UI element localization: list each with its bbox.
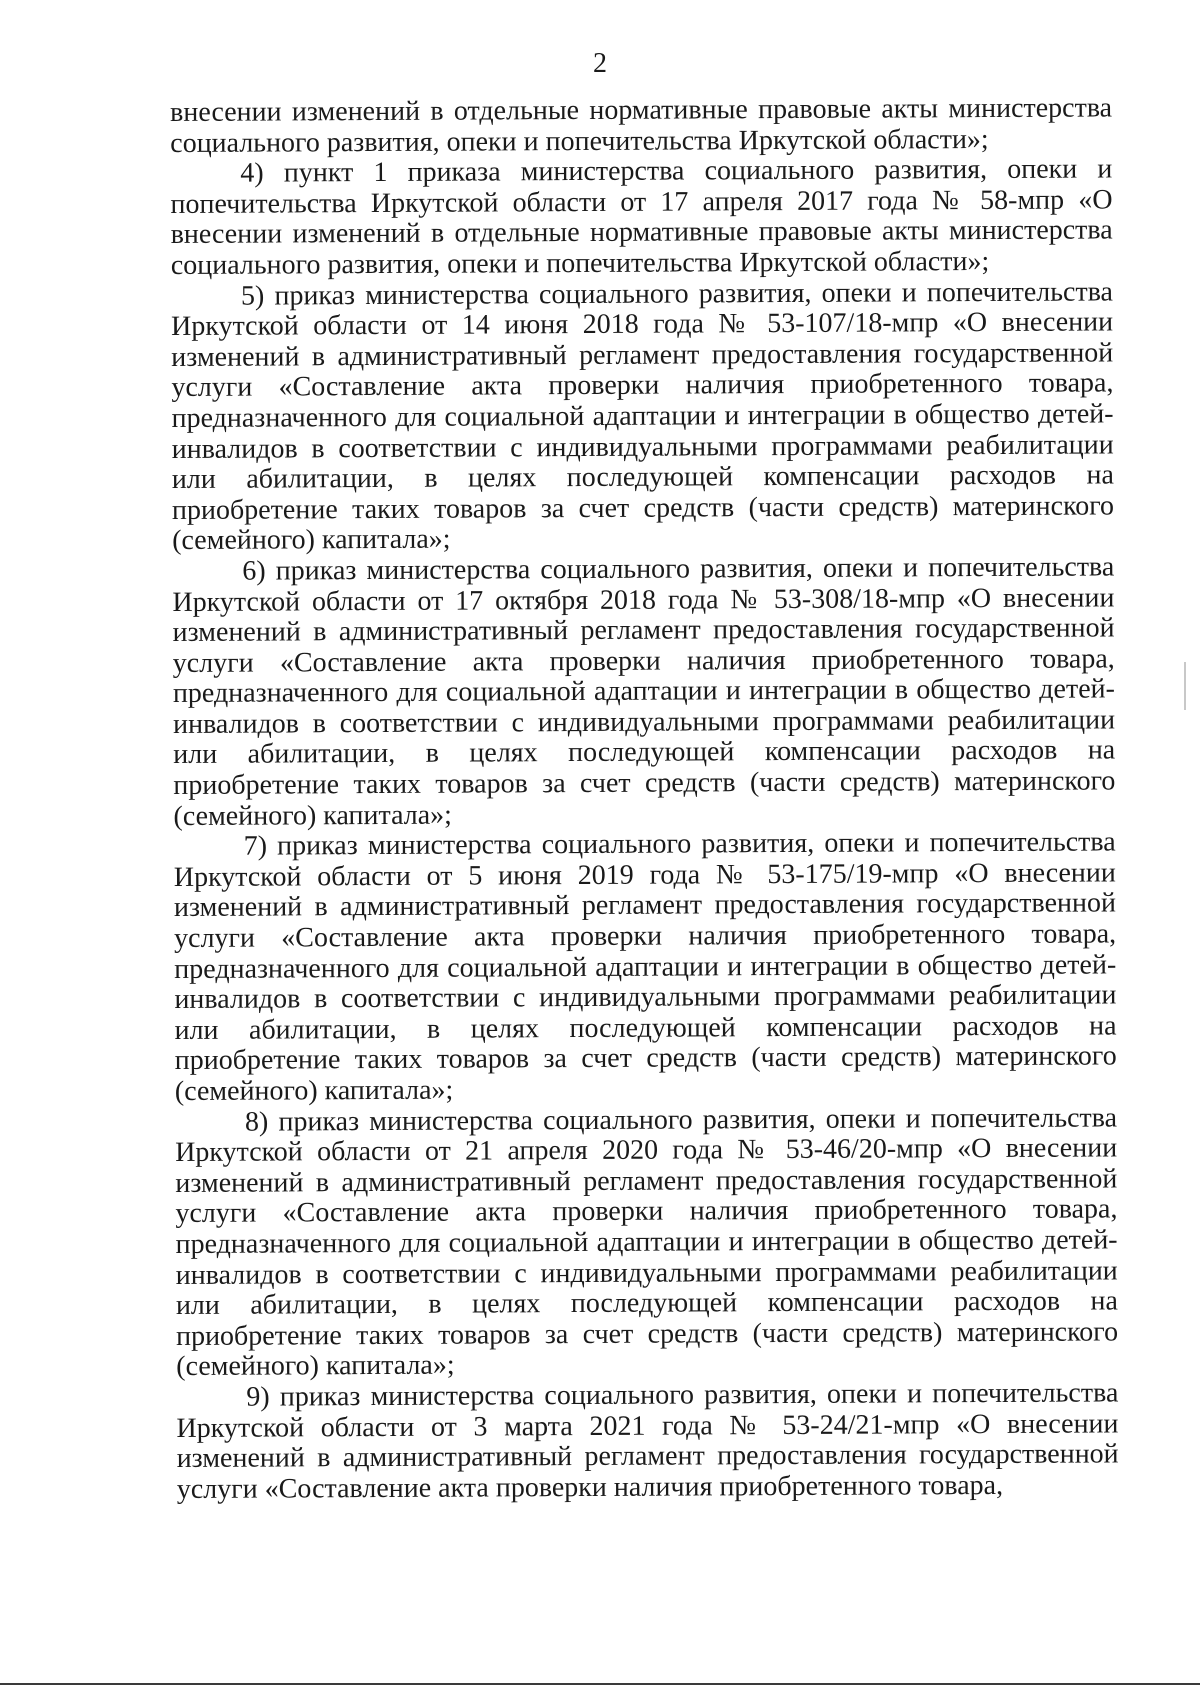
paragraph-item-4: 4) пункт 1 приказа министерства социального развития, опеки и попечительства Иркутской области от 17 апреля 2017 года № 58-мпр «О внесении изменений в отдельные нормативные правовые акты министерства социального развития, опеки и попечительства Иркутской области»; (170, 153, 1113, 281)
paragraph-item-8: 8) приказ министерства социального развития, опеки и попечительства Иркутской области от 21 апреля 2020 года № 53-46/20-мпр «О внесении изменений в административный регламент предоставления государственной услуги «Составление акта проверки наличия приобретенного товара, предназначенного для социальной адаптации и интеграции в общество детей-инвалидов в соответствии с индивидуальными программами реабилитации или абилитации, в целях последующей компенсации расходов на приобретение таких товаров за счет средств (части средств) материнского (семейного) капитала»; (175, 1101, 1119, 1383)
paragraph-item-5: 5) приказ министерства социального развития, опеки и попечительства Иркутской области от 14 июня 2018 года № 53-107/18-мпр «О внесении изменений в административный регламент предоставления государственной услуги «Составление акта проверки наличия приобретенного товара, предназначенного для социальной адаптации и интеграции в общество детей-инвалидов в соответствии с индивидуальными программами реабилитации или абилитации, в целях последующей компенсации расходов на приобретение таких товаров за счет средств (части средств) материнского (семейного) капитала»; (171, 275, 1115, 557)
scan-edge-mark (1184, 662, 1186, 710)
page-bottom-edge (0, 1683, 1200, 1685)
page-number: 2 (593, 48, 607, 79)
paragraph-continuation: внесении изменений в отдельные нормативные правовые акты министерства социального развития, опеки и попечительства Иркутской области»; (169, 92, 1113, 159)
paragraph-item-7: 7) приказ министерства социального развития, опеки и попечительства Иркутской области от 5 июня 2019 года № 53-175/19-мпр «О внесении изменений в административный регламент предоставления государственной услуги «Составление акта проверки наличия приобретенного товара, предназначенного для социальной адаптации и интеграции в общество детей-инвалидов в соответствии с индивидуальными программами реабилитации или абилитации, в целях последующей компенсации расходов на приобретение таких товаров за счет средств (части средств) материнского (семейного) капитала»; (173, 826, 1117, 1107)
document-body (170, 93, 1119, 1505)
paragraph-item-9: 9) приказ министерства социального развития, опеки и попечительства Иркутской области от 3 марта 2021 года № 53-24/21-мпр «О внесении изменений в административный регламент предоставления государственной услуги «Составление акта проверки наличия приобретенного товара, (176, 1377, 1119, 1505)
paragraph-item-6: 6) приказ министерства социального развития, опеки и попечительства Иркутской области от 17 октября 2018 года № 53-308/18-мпр «О внесении изменений в административный регламент предоставления государственной услуги «Составление акта проверки наличия приобретенного товара, предназначенного для социальной адаптации и интеграции в общество детей-инвалидов в соответствии с индивидуальными программами реабилитации или абилитации, в целях последующей компенсации расходов на приобретение таких товаров за счет средств (части средств) материнского (семейного) капитала»; (172, 551, 1116, 832)
